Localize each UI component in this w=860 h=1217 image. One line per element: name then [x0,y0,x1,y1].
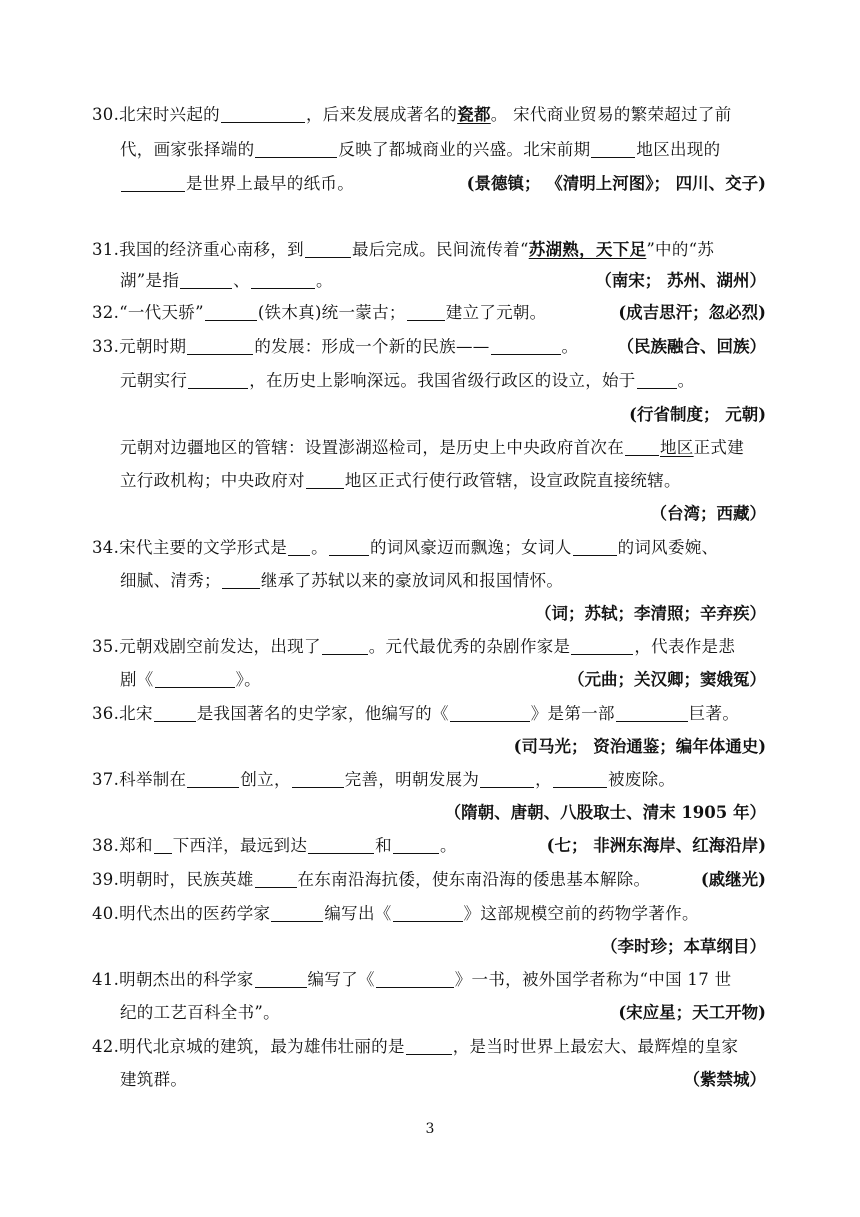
answer-blank[interactable] [205,303,257,321]
question-41-line-1: 41.明朝杰出的科学家 编写了《 》一书，被外国学者称为“中国 17 世 [92,970,732,989]
question-33-line-4: 立行政机构；中央政府对 地区正式行使行政管辖，设宣政院直接统辖。 [120,471,681,490]
answer-blank[interactable] [222,571,260,589]
answer-blank[interactable] [121,174,185,192]
answer-blank[interactable] [450,704,530,722]
answer-blank[interactable] [255,870,297,888]
question-41-answer: (宋应星；天工开物) [618,1003,766,1022]
question-33-line-3: 元朝对边疆地区的管辖：设置澎湖巡检司，是历史上中央政府首次在 地区正式建 [120,438,745,457]
question-42-answer: （紫禁城） [683,1070,766,1089]
question-40-answer: （李时珍；本草纲目） [601,937,766,956]
question-32-line-1: 32.“一代天骄” (铁木真)统一蒙古； 建立了元朝。 [92,303,547,322]
question-33-line-1: 33.元朝时期 的发展：形成一个新的民族—— 。 [92,337,579,356]
question-38-line-1: 38.郑和 下西洋，最远到达 和 。 [92,836,457,855]
answer-blank[interactable] [251,271,315,289]
answer-blank[interactable] [553,770,607,788]
answer-blank[interactable] [591,140,635,158]
question-39-answer: (戚继光) [700,870,766,889]
question-31-line-1: 31.我国的经济重心南移，到 最后完成。民间流传着“苏湖熟，天下足”中的“苏 [92,240,715,259]
answer-blank[interactable] [393,904,463,922]
question-32-answer: (成吉思汗；忽必烈) [618,303,766,322]
question-33-line-2: 元朝实行 ，在历史上影响深远。我国省级行政区的设立，始于 。 [120,371,695,390]
page-number: 3 [425,1121,435,1137]
answer-blank[interactable] [573,538,617,556]
answer-blank[interactable] [491,337,561,355]
question-34-answer: （词；苏轼；李清照；辛弃疾） [535,604,766,623]
answer-blank[interactable] [637,371,677,389]
answer-blank[interactable] [292,770,344,788]
answer-blank[interactable] [271,904,323,922]
question-40-line-1: 40.明代杰出的医药学家 编写出《 》这部规模空前的药物学著作。 [92,904,699,923]
question-30-line-3: 是世界上最早的纸币。 [120,173,354,195]
question-30-line-1: 30.北宋时兴起的 ，后来发展成著名的瓷都。 宋代商业贸易的繁荣超过了前 [92,105,732,124]
answer-blank[interactable] [322,637,368,655]
question-35-answer: （元曲；关汉卿；窦娥冤） [568,670,766,689]
question-37-answer: （隋朝、唐朝、八股取士、清末 1905 年） [444,803,766,822]
answer-blank[interactable] [306,471,344,489]
answer-blank[interactable] [406,1037,452,1055]
answer-blank[interactable] [154,704,196,722]
question-31-answer: （南宋； 苏州、湖州） [595,271,766,290]
question-42-line-1: 42.明代北京城的建筑，最为雄伟壮丽的是 ，是当时世界上最宏大、最辉煌的皇家 [92,1037,739,1056]
answer-blank[interactable] [155,670,235,688]
question-34-line-1: 34.宋代主要的文学形式是 。 的词风豪迈而飘逸；女词人 的词风委婉、 [92,538,719,557]
question-38-answer: (七； 非洲东海岸、红海沿岸) [546,836,766,855]
question-35-line-1: 35.元朝戏剧空前发达，出现了 。元代最优秀的杂剧作家是 ，代表作是悲 [92,637,736,656]
question-30-answer: (景德镇； 《清明上河图》； 四川、交子) [466,174,766,193]
question-37-line-1: 37.科举制在 创立， 完善，明朝发展为 ， 被废除。 [92,770,676,789]
question-33-answer-3: （台湾；西藏） [650,504,766,523]
question-34-line-2: 细腻、清秀； 继承了苏轼以来的豪放词风和报国情怀。 [120,571,564,590]
answer-blank[interactable] [154,836,172,854]
answer-blank[interactable] [187,337,253,355]
answer-blank[interactable] [616,704,688,722]
answer-blank[interactable] [221,105,305,123]
answer-blank[interactable] [187,770,239,788]
question-36-answer: (司马光； 资治通鉴；编年体通史) [513,737,766,756]
question-30-line-2: 代，画家张择端的 反映了都城商业的兴盛。北宋前期 地区出现的 [120,140,721,159]
question-39-line-1: 39.明朝时，民族英雄 在东南沿海抗倭，使东南沿海的倭患基本解除。 [92,870,651,889]
answer-blank[interactable] [288,538,310,556]
answer-blank[interactable] [407,303,445,321]
answer-blank[interactable] [308,836,374,854]
question-41-line-2: 纪的工艺百科全书”。 [120,1003,280,1022]
answer-blank[interactable] [255,970,307,988]
answer-blank[interactable] [329,538,369,556]
question-33-answer-1: （民族融合、回族） [617,337,766,356]
answer-blank[interactable] [188,371,248,389]
answer-blank[interactable] [376,970,454,988]
question-36-line-1: 36.北宋 是我国著名的史学家，他编写的《 》是第一部 巨著。 [92,704,740,723]
answer-blank[interactable] [393,836,439,854]
answer-blank[interactable] [180,271,232,289]
answer-blank[interactable] [571,637,633,655]
question-42-line-2: 建筑群。 [120,1070,188,1089]
question-33-answer-2: (行省制度； 元朝) [629,405,766,424]
question-35-line-2: 剧《 》。 [120,670,261,689]
answer-blank[interactable] [480,770,534,788]
question-31-line-2: 湖”是指 、 。 [120,271,333,290]
answer-blank[interactable] [625,438,659,456]
answer-blank[interactable] [255,140,337,158]
answer-blank[interactable] [305,240,351,258]
